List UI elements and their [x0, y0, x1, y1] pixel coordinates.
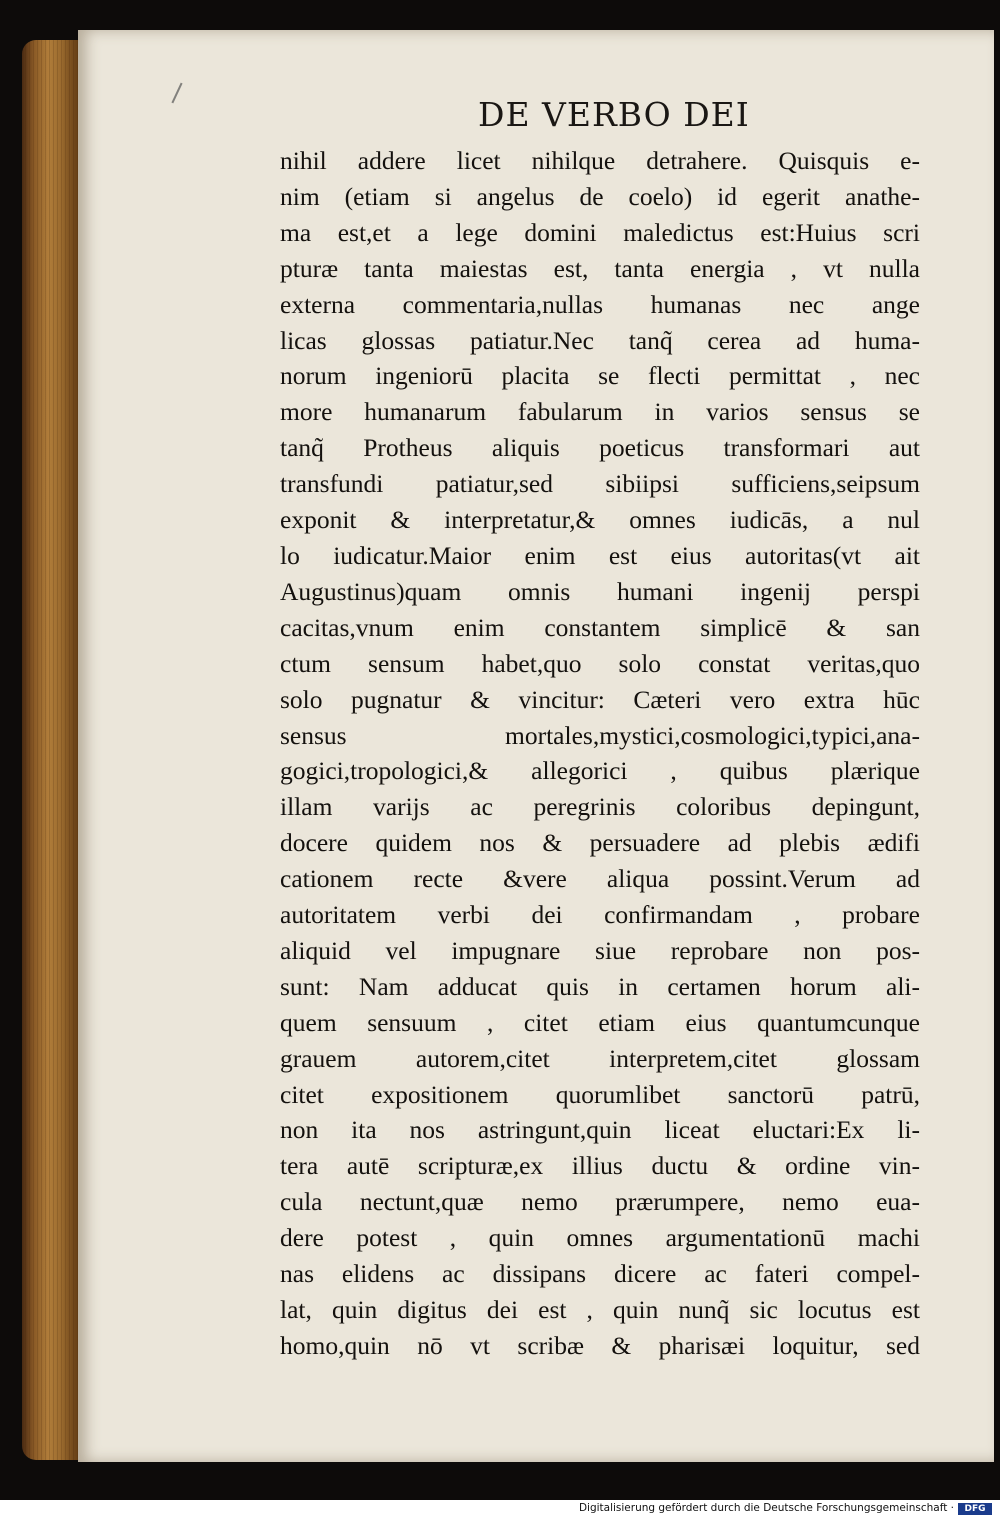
- text-line: illam varijs ac peregrinis coloribus depingunt,: [280, 792, 920, 822]
- text-line: quem sensuum , citet etiam eius quantumcunque: [280, 1007, 920, 1037]
- text-line: nim (etiam si angelus de coelo) id egerit anathe-: [280, 181, 920, 211]
- text-line: sunt: Nam adducat quis in certamen horum ali-: [280, 971, 920, 1001]
- text-line: cula nectunt,quæ nemo prærumpere, nemo eua-: [280, 1187, 920, 1217]
- text-line: norum ingeniorū placita se flecti permittat , nec: [280, 361, 920, 391]
- text-line: pturæ tanta maiestas est, tanta energia , vt nulla: [280, 253, 920, 283]
- text-line: grauem autorem,citet interpretem,citet glossam: [280, 1043, 920, 1073]
- running-head: DE VERBO DEI: [478, 95, 750, 134]
- text-line: homo,quin nō vt scribæ & pharisæi loquitur, sed: [280, 1330, 920, 1360]
- text-line: docere quidem nos & persuadere ad plebis ædifi: [280, 828, 920, 858]
- text-line: more humanarum fabularum in varios sensus se: [280, 397, 920, 427]
- text-line: autoritatem verbi dei confirmandam , probare: [280, 900, 920, 930]
- text-line: externa commentaria,nullas humanas nec ange: [280, 289, 920, 319]
- text-line: cationem recte &vere aliqua possint.Verum ad: [280, 864, 920, 894]
- text-line: licas glossas patiatur.Nec tanq̃ cerea ad huma-: [280, 325, 920, 355]
- text-line: ctum sensum habet,quo solo constat veritas,quo: [280, 648, 920, 678]
- dfg-logo: DFG: [958, 1503, 992, 1515]
- text-line: Augustinus)quam omnis humani ingenij perspi: [280, 576, 920, 606]
- text-line: transfundi patiatur,sed sibiipsi sufficiens,seipsum: [280, 469, 920, 499]
- text-line: gogici,tropologici,& allegorici , quibus plærique: [280, 756, 920, 786]
- text-line: tera autē scripturæ,ex illius ductu & ordine vin-: [280, 1151, 920, 1181]
- text-line: ma est,et a lege domini maledictus est:Huius scri: [280, 217, 920, 247]
- text-line: citet expositionem quorumlibet sanctorū patrū,: [280, 1079, 920, 1109]
- footer-bar: [0, 1500, 1000, 1518]
- text-line: dere potest , quin omnes argumentationū machi: [280, 1223, 920, 1253]
- text-line: nihil addere licet nihilque detrahere. Quisquis e-: [280, 146, 920, 175]
- text-line: tanq̃ Protheus aliquis poeticus transformari aut: [280, 433, 920, 463]
- text-line: cacitas,vnum enim constantem simplicē & san: [280, 612, 920, 642]
- text-line: lat, quin digitus dei est , quin nunq̃ sic locutus est: [280, 1295, 920, 1324]
- text-line: aliquid vel impugnare siue reprobare non pos-: [280, 935, 920, 965]
- funding-credit: Digitalisierung gefördert durch die Deutsche Forschungsgemeinschaft ·: [578, 1502, 954, 1514]
- text-line: nas elidens ac dissipans dicere ac fateri compel-: [280, 1259, 920, 1289]
- body-text: [280, 143, 920, 1364]
- text-line: exponit & interpretatur,& omnes iudicās, a nul: [280, 505, 920, 535]
- text-line: non ita nos astringunt,quin liceat eluctari:Ex li-: [280, 1115, 920, 1145]
- text-line: solo pugnatur & vincitur: Cæteri vero extra hūc: [280, 684, 920, 714]
- text-line: sensus mortales,mystici,cosmologici,typici,ana-: [280, 720, 920, 750]
- text-line: lo iudicatur.Maior enim est eius autoritas(vt ait: [280, 540, 920, 570]
